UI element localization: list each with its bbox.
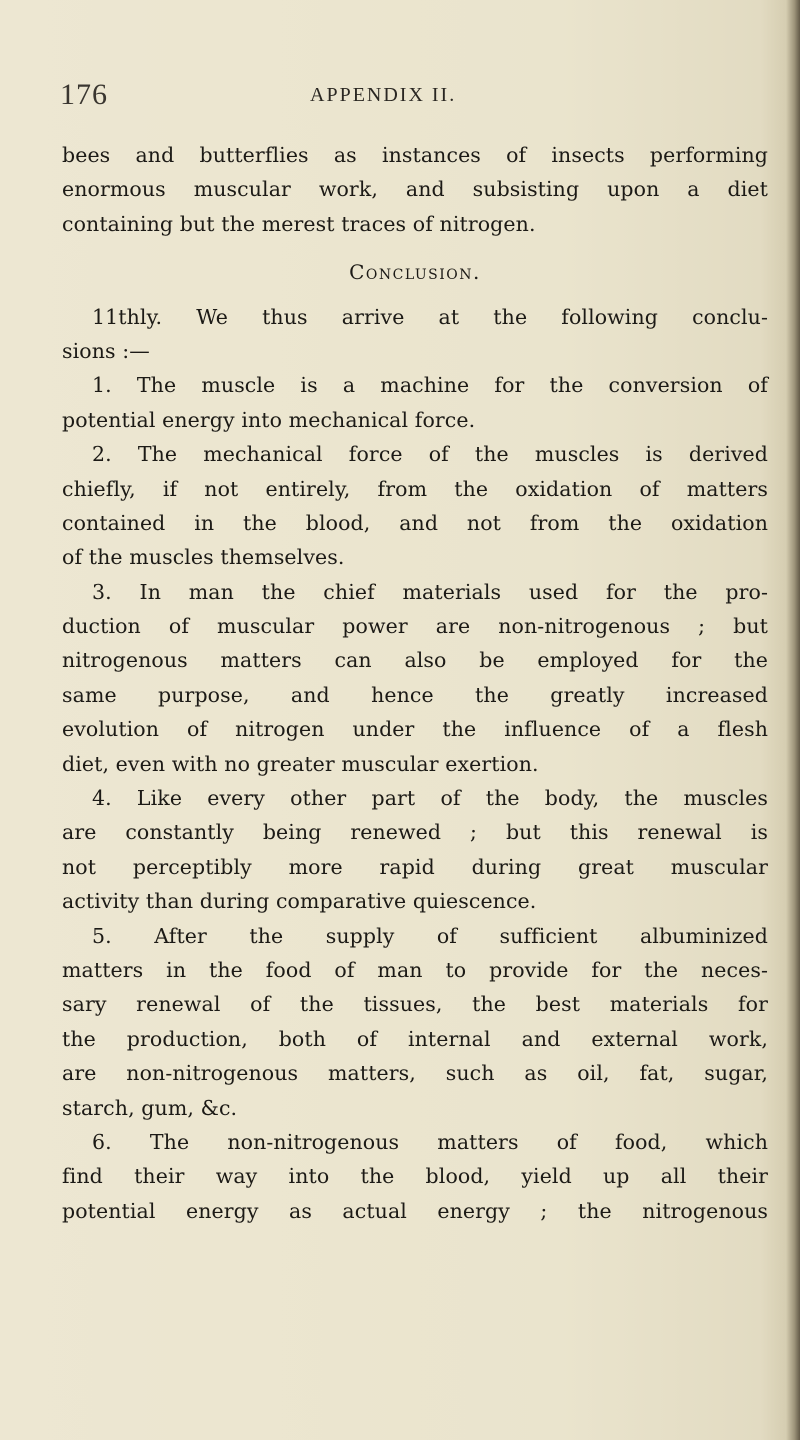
text-line: not perceptibly more rapid during great muscular: [62, 854, 768, 879]
text-line: the production, both of internal and external work,: [62, 1026, 768, 1051]
text-line: bees and butterflies as instances of insects performing: [62, 143, 768, 167]
text-line: of the muscles themselves.: [62, 545, 345, 570]
text-line: sary renewal of the tissues, the best materials for: [62, 992, 768, 1017]
text-line: potential energy into mechanical force.: [62, 407, 476, 432]
conclusion-item-2: 2. The mechanical force of the muscles is derived: [92, 442, 768, 467]
section-heading: Conclusion.: [349, 260, 481, 285]
text-line: are non-nitrogenous matters, such as oil, fat, sugar,: [62, 1061, 768, 1086]
conclusion-item-1: 1. The muscle is a machine for the conversion of: [92, 373, 768, 398]
body-text: [62, 138, 768, 1228]
text-line: enormous muscular work, and subsisting upon a diet: [62, 177, 768, 202]
page-header: [60, 78, 770, 118]
page-edge-shadow: [786, 0, 800, 1440]
text-line: are constantly being renewed ; but this renewal is: [62, 820, 768, 845]
conclusion-item-6: 6. The non-nitrogenous matters of food, which: [92, 1129, 768, 1154]
text-line: duction of muscular power are non-nitrogenous ; but: [62, 614, 768, 639]
conclusion-item-4: 4. Like every other part of the body, the muscles: [92, 786, 768, 811]
paragraph-line: 11thly. We thus arrive at the following conclu-: [92, 304, 768, 329]
paragraph-line: sions :—: [62, 338, 150, 363]
text-line: evolution of nitrogen under the influence of a flesh: [62, 717, 768, 742]
text-line: same purpose, and hence the greatly increased: [62, 682, 768, 707]
text-line: diet, even with no greater muscular exertion.: [62, 751, 539, 776]
text-line: activity than during comparative quiescence.: [62, 889, 537, 914]
conclusion-item-5: 5. After the supply of sufficient albuminized: [92, 923, 768, 948]
text-line: starch, gum, &c.: [62, 1095, 238, 1120]
text-line: chiefly, if not entirely, from the oxidation of matters: [62, 476, 768, 501]
text-line: find their way into the blood, yield up all their: [62, 1164, 768, 1189]
text-line: containing but the merest traces of nitrogen.: [62, 211, 536, 236]
text-line: matters in the food of man to provide for the neces-: [62, 957, 768, 982]
text-line: potential energy as actual energy ; the nitrogenous: [62, 1198, 768, 1223]
text-line: contained in the blood, and not from the oxidation: [62, 510, 768, 535]
page-number: 176: [60, 78, 108, 111]
conclusion-item-3: 3. In man the chief materials used for the pro-: [92, 579, 768, 604]
text-line: nitrogenous matters can also be employed for the: [62, 648, 768, 673]
running-head: APPENDIX II.: [310, 84, 457, 106]
